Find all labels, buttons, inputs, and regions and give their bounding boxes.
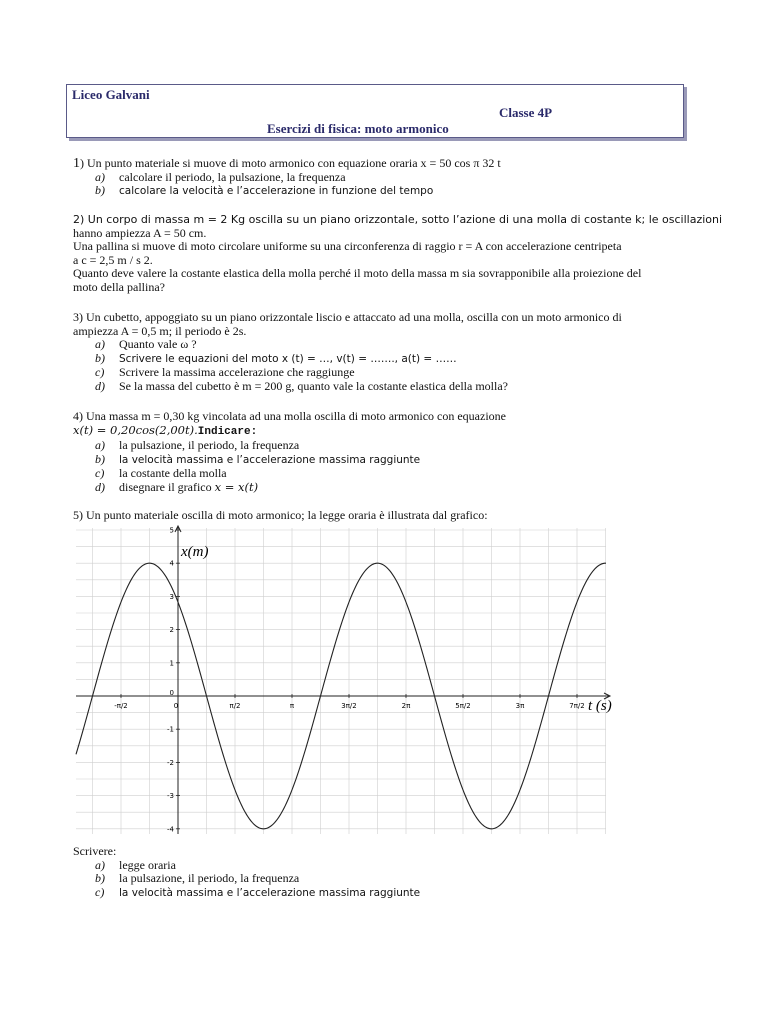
y-tick-label: 5: [169, 526, 174, 535]
y-tick-label: -2: [167, 758, 174, 767]
exercise-5-item-a: a) legge oraria: [95, 857, 176, 872]
harmonic-motion-graph: [72, 524, 614, 838]
exercise-4-equation: x(t) = 0,20cos(2,00t).: [73, 422, 198, 437]
worksheet-title: Esercizi di fisica: moto armonico: [267, 121, 449, 136]
graph-ticks: [114, 527, 585, 834]
exercise-4-item-c: c) la costante della molla: [95, 466, 227, 481]
graph-axes: [76, 526, 610, 834]
exercise-5-item-c: c) la velocità massima e l’accelerazione massima raggiunte: [95, 884, 421, 899]
exercise-3-item-c: c) Scrivere la massima accelerazione che raggiunge: [95, 365, 355, 380]
exercise-5-questions: [73, 845, 420, 900]
exercise-4: [73, 410, 506, 495]
exercise-4-indicare: Indicare:: [197, 425, 258, 438]
graph-x-label: t (s): [588, 698, 612, 714]
header-box: [66, 84, 684, 138]
exercise-3-item-b: b) Scrivere le equazioni del moto x (t) = …, v(t) = ……., a(t) = ……: [95, 350, 457, 365]
exercise-1-item-a: a) calcolare il periodo, la pulsazione, la frequenza: [95, 169, 346, 184]
exercise-5-scrivere: Scrivere:: [73, 844, 117, 858]
x-tick-label: π: [289, 702, 295, 710]
y-tick-label: 4: [169, 559, 174, 568]
exercise-3: [73, 311, 622, 394]
y-tick-label: -1: [167, 725, 174, 734]
exercise-3-line: ampiezza A = 0,5 m; il periodo è 2s.: [73, 323, 247, 338]
exercise-4-item-d: d) disegnare il grafico x = x(t): [95, 479, 259, 494]
y-tick-label: 2: [169, 626, 174, 635]
class-label: Classe 4P: [499, 105, 553, 120]
exercise-5: [73, 509, 488, 523]
exercise-3-item-a: a) Quanto vale ω ?: [95, 337, 197, 352]
x-tick-label: 5π/2: [455, 702, 471, 710]
y-tick-label: -4: [167, 825, 174, 834]
graph-grid: [76, 528, 606, 834]
exercise-2-line: Una pallina si muove di moto circolare uniforme su una circonferenza di raggio r = A con accelerazione centripeta: [73, 239, 622, 254]
x-tick-label: 7π/2: [569, 702, 585, 710]
x-tick-label: 0: [173, 702, 179, 710]
exercise-3-line: 3) Un cubetto, appoggiato su un piano orizzontale liscio e attaccato ad una molla, oscilla con un moto armonico di: [73, 310, 622, 324]
exercise-5-item-b: b) la pulsazione, il periodo, la frequenza: [95, 871, 300, 886]
origin-label: 0: [169, 689, 174, 697]
exercise-3-item-d: d) Se la massa del cubetto è m = 200 g, quanto vale la costante elastica della molla?: [95, 378, 508, 393]
exercise-4-line: 4) Una massa m = 0,30 kg vincolata ad una molla oscilla di moto armonico con equazione: [73, 409, 506, 423]
exercise-1: [73, 157, 501, 199]
exercise-2-line: 2) Un corpo di massa m = 2 Kg oscilla su un piano orizzontale, sotto l’azione di una molla di costante k; le oscillazioni: [73, 213, 723, 226]
exercise-2-line: Quanto deve valere la costante elastica della molla perché il moto della massa m sia sovrapponibile alla proiezione del: [73, 266, 642, 281]
exercise-2: [73, 213, 722, 295]
exercise-4-item-b: b) la velocità massima e l’accelerazione massima raggiunte: [95, 451, 421, 466]
exercise-2-line: hanno ampiezza A = 50 cm.: [73, 225, 207, 240]
x-tick-label: 3π/2: [341, 702, 357, 710]
exercise-2-line: moto della pallina?: [73, 279, 165, 294]
graph-y-label: x(m): [181, 544, 209, 560]
x-tick-label: 3π: [515, 702, 525, 710]
exercise-2-line: a c = 2,5 m / s 2.: [73, 252, 153, 267]
exercise-5-line: 5) Un punto materiale oscilla di moto armonico; la legge oraria è illustrata dal grafico:: [73, 508, 488, 522]
x-tick-label: 2π: [401, 702, 411, 710]
x-tick-label: -π/2: [114, 702, 128, 710]
exercise-4-equation-line: [73, 424, 506, 440]
y-tick-label: -3: [167, 792, 174, 801]
x-tick-label: π/2: [229, 702, 241, 710]
exercise-1-text: 1) Un punto materiale si muove di moto armonico con equazione oraria x = 50 cos π 32 t: [73, 156, 501, 171]
school-name: Liceo Galvani: [72, 87, 150, 102]
exercise-1-item-b: b) calcolare la velocità e l’accelerazione in funzione del tempo: [95, 183, 434, 198]
y-tick-label: 1: [169, 659, 174, 668]
exercise-4-item-a: a) la pulsazione, il periodo, la frequenza: [95, 438, 300, 453]
y-tick-label: 3: [169, 592, 174, 601]
